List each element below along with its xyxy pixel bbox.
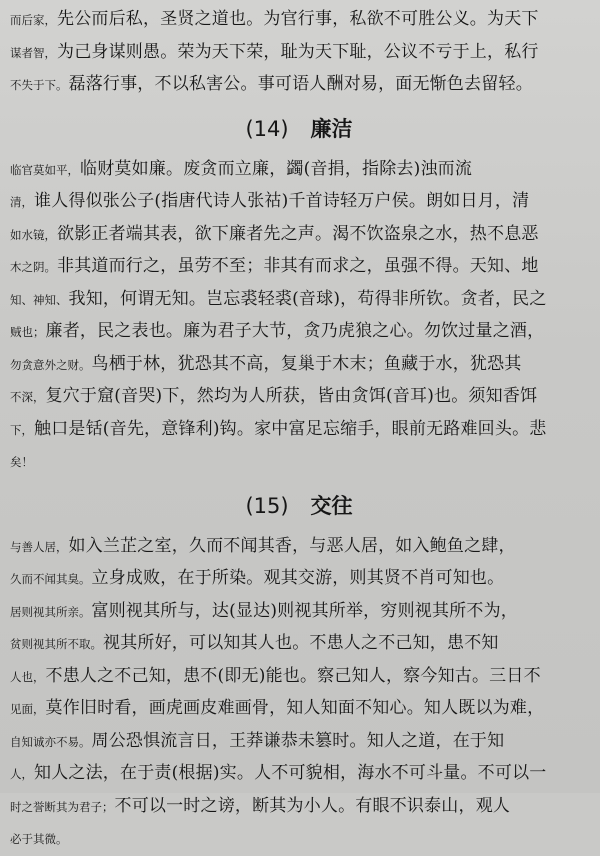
line-lead-text: 人， [10, 767, 33, 781]
text-line [10, 4, 588, 37]
line-lead-text: 矣！ [10, 455, 33, 469]
line-body-text: 知人之法，在于责(根据)实。人不可貌相，海水不可斗量。不可以一 [34, 763, 547, 783]
text-line [10, 186, 588, 219]
section-15-title: 交往 [310, 493, 353, 518]
text-line [10, 446, 588, 479]
section-14-heading [10, 112, 588, 146]
line-lead-text: 勿贪意外之财。 [10, 357, 91, 372]
section-14-title: 廉洁 [310, 116, 353, 141]
line-body-text: 非其道而行之，虽劳不至；非其有而求之，虽强不得。天知、地 [57, 256, 539, 276]
text-line [10, 791, 588, 824]
section-15-paragraph [10, 531, 588, 856]
section-14-number: (14) [245, 116, 289, 141]
line-lead-text: 不失于下。 [10, 78, 68, 92]
line-lead-text: 木之阴。 [10, 260, 56, 274]
line-lead-text: 如水镜， [10, 227, 56, 242]
text-line [10, 69, 588, 102]
text-line [10, 628, 588, 661]
line-body-text: 富则视其所与，达(显达)则视其所举，穷则视其所不为， [91, 600, 518, 621]
text-line [10, 414, 588, 447]
text-line [10, 381, 588, 414]
line-body-text: 如入兰芷之室，久而不闻其香，与恶人居，如入鲍鱼之肆， [68, 535, 516, 556]
line-body-text: 临财莫如廉。废贪而立廉，蠲(音捐，指除去)浊而流 [80, 158, 473, 179]
text-line [10, 219, 588, 252]
text-line [10, 661, 588, 694]
line-lead-text: 清， [10, 195, 33, 209]
line-body-text: 为己身谋则愚。荣为天下荣，耻为天下耻，公议不亏于上，私行 [57, 41, 539, 62]
line-body-text: 复穴于窟(音哭)下，然均为人所获，皆由贪饵(音耳)也。须知香饵 [45, 386, 538, 406]
line-lead-text: 居则视其所亲。 [10, 604, 91, 619]
line-lead-text: 自知诚亦不易。 [10, 734, 91, 749]
line-lead-text: 下， [10, 422, 33, 437]
text-line [10, 758, 588, 791]
line-body-text: 磊落行事，不以私害公。事可语人酬对易，面无惭色去留轻。 [68, 74, 533, 94]
text-line [10, 563, 588, 596]
text-line [10, 37, 588, 70]
text-line [10, 349, 588, 382]
line-lead-text: 而后家， [10, 13, 56, 27]
line-body-text: 莫作旧时看，画虎画皮难画骨，知人知面不知心。知人既以为难， [45, 698, 545, 718]
line-body-text: 周公恐惧流言日，王莽谦恭未篡时。知人之道，在于知 [91, 730, 505, 751]
line-body-text: 廉者，民之表也。廉为君子大节，贪乃虎狼之心。勿饮过量之酒， [45, 321, 545, 341]
text-line [10, 596, 588, 629]
line-lead-text: 不深， [10, 390, 45, 404]
text-line [10, 531, 588, 564]
line-lead-text: 贼也； [10, 325, 45, 339]
section-15-number: (15) [245, 493, 289, 518]
line-lead-text: 知、神知、 [10, 292, 68, 307]
line-lead-text: 人也， [10, 669, 45, 684]
text-line [10, 823, 588, 856]
section-14-paragraph [10, 154, 588, 479]
line-body-text: 先公而后私，圣贤之道也。为官行事，私欲不可胜公义。为天下 [57, 9, 539, 29]
text-line [10, 693, 588, 726]
line-body-text: 立身成败，在于所染。观其交游，则其贤不肖可知也。 [91, 568, 505, 588]
text-line [10, 251, 588, 284]
line-lead-text: 久而不闻其臭。 [10, 572, 91, 586]
line-body-text: 谁人得似张公子(指唐代诗人张祜)千首诗轻万户侯。朗如日月，清 [34, 191, 530, 211]
line-lead-text: 贫则视其所不取。 [10, 637, 102, 651]
line-lead-text: 必于其微。 [10, 832, 68, 846]
line-body-text: 我知，何谓无知。岂忘裘轻裘(音球)，苟得非所钦。贪者，民之 [68, 288, 547, 309]
line-body-text: 不可以一时之谤，断其为小人。有眼不识泰山，观人 [114, 795, 511, 816]
line-lead-text: 谋者智， [10, 45, 56, 60]
text-line [10, 154, 588, 187]
section-15-heading [10, 489, 588, 523]
line-body-text: 触口是铦(音先，意锋利)钩。家中富足忘缩手，眼前无路难回头。悲 [34, 418, 547, 439]
line-body-text: 视其所好，可以知其人也。不患人之不己知，患不知 [103, 633, 499, 653]
text-line [10, 726, 588, 759]
line-body-text: 鸟栖于林，犹恐其不高，复巢于木末；鱼藏于水，犹恐其 [91, 353, 522, 374]
text-line [10, 316, 588, 349]
line-lead-text: 与善人居， [10, 539, 68, 554]
line-lead-text: 临官莫如平， [10, 162, 79, 177]
line-body-text: 不患人之不己知，患不(即无)能也。察己知人，察今知古。三日不 [45, 665, 541, 686]
text-line [10, 284, 588, 317]
intro-paragraph [10, 4, 588, 102]
line-lead-text: 时之誉断其为君子； [10, 799, 114, 814]
line-body-text: 欲影正者端其表，欲下廉者先之声。渴不饮盗泉之水，热不息恶 [57, 223, 539, 244]
line-lead-text: 见面， [10, 702, 45, 716]
